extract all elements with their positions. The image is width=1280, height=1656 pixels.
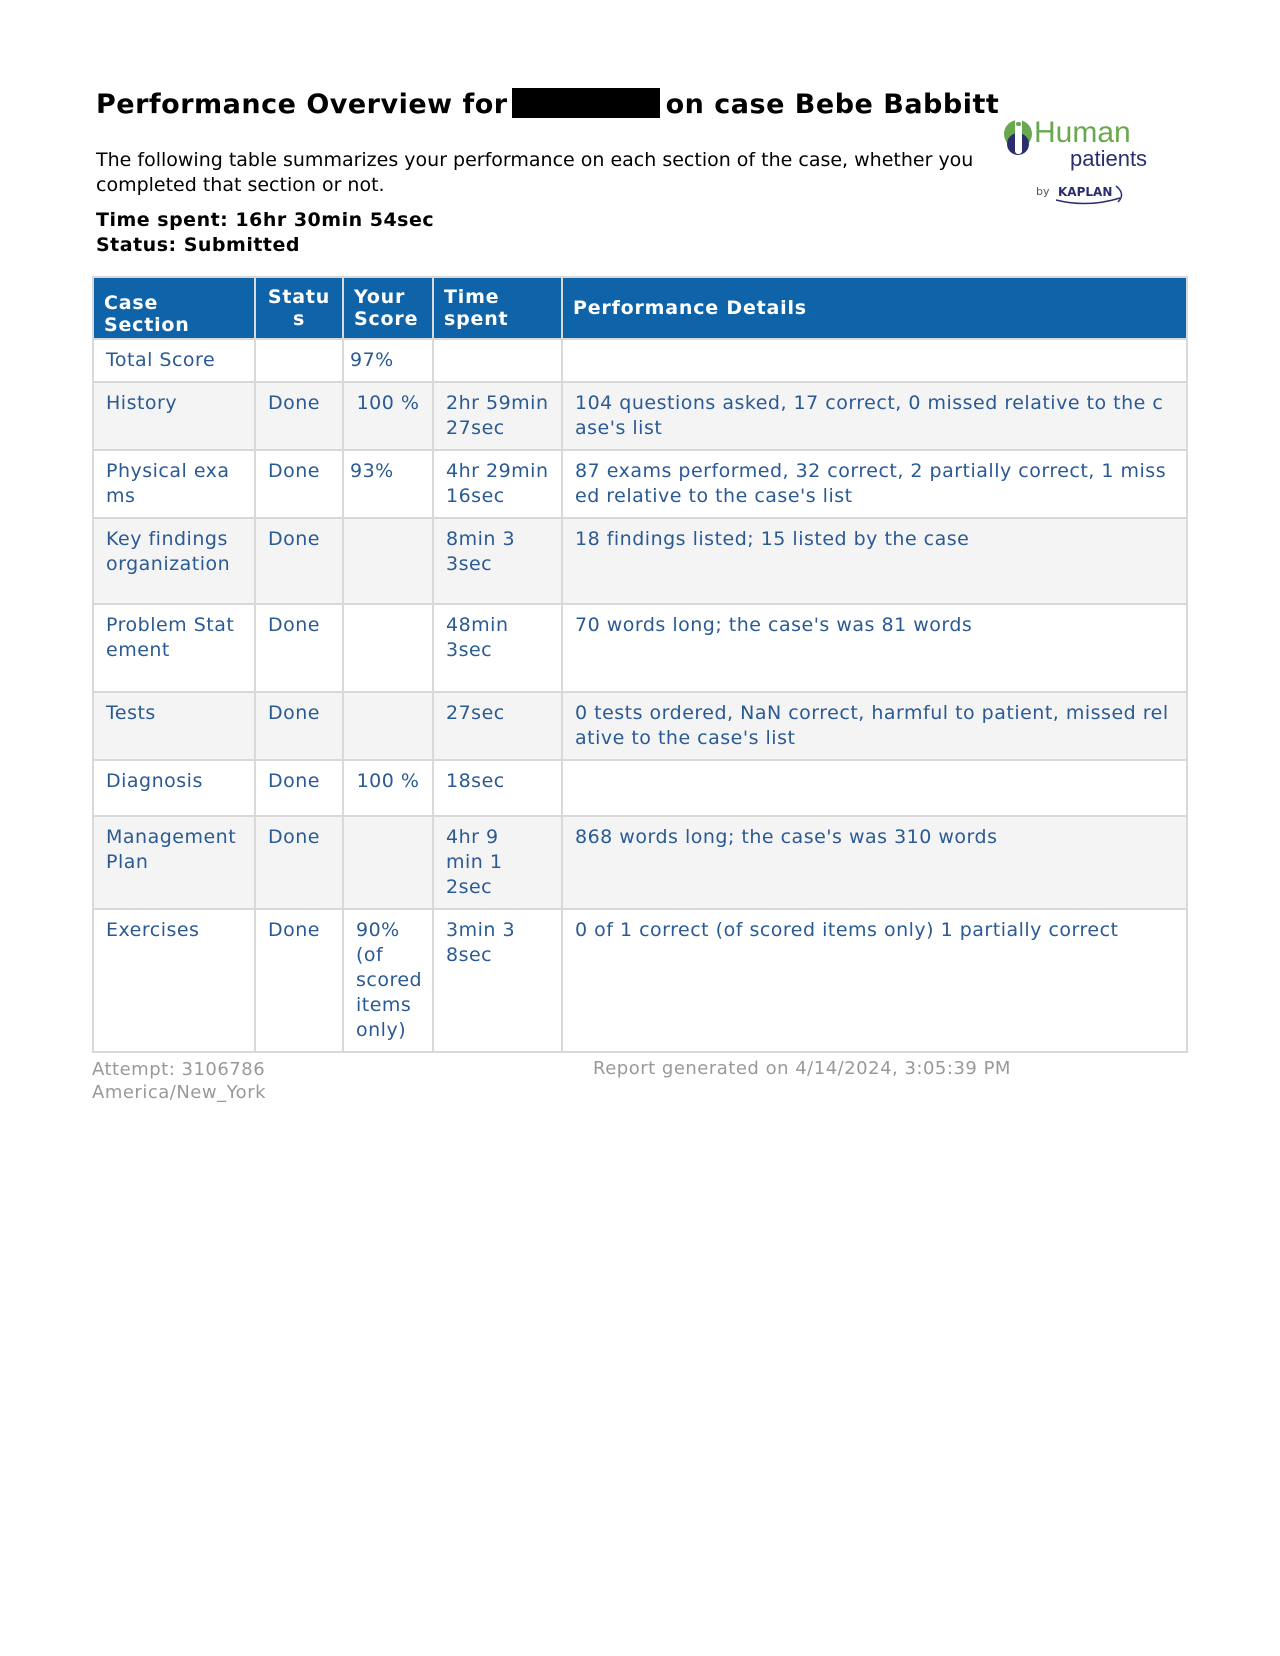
cell-score [343,518,433,604]
cell-details: 70 words long; the case's was 81 words [562,604,1187,692]
cell-score: 100 % [343,760,433,816]
cell-status [255,339,343,382]
footer-attempt [92,1058,266,1104]
intro-text: The following table summarizes your performance on each section of the case, whether you completed that section or not. [96,149,974,196]
cell-status: Done [255,450,343,518]
summary-meta [96,208,434,258]
title-suffix: on case Bebe Babbitt [665,89,1000,120]
cell-details: 18 findings listed; 15 listed by the case [562,518,1187,604]
cell-score: 100 % [343,382,433,450]
table-header-row [93,277,1187,339]
cell-score [343,816,433,909]
col-header-time: Time spent [433,277,562,339]
cell-time: 3min 38sec [433,909,562,1052]
report-generated: Report generated on 4/14/2024, 3:05:39 PM [593,1058,1011,1079]
cell-time [433,339,562,382]
cell-score: 97% [343,339,433,382]
cell-section: Problem Statement [93,604,255,692]
cell-score: 93% [343,450,433,518]
table-row [93,816,1187,909]
cell-status: Done [255,816,343,909]
cell-details: 868 words long; the case's was 310 words [562,816,1187,909]
title-prefix: Performance Overview for [96,89,508,120]
cell-time: 4hr 9min 12sec [433,816,562,909]
cell-time: 4hr 29min 16sec [433,450,562,518]
cell-status: Done [255,760,343,816]
table-row [93,339,1187,382]
cell-score [343,692,433,760]
cell-status: Done [255,382,343,450]
cell-section: Exercises [93,909,255,1052]
cell-status: Done [255,692,343,760]
cell-details: 87 exams performed, 32 correct, 2 partially correct, 1 missed relative to the case's list [562,450,1187,518]
ihuman-patients-logo [998,116,1178,216]
cell-section: Diagnosis [93,760,255,816]
table-row [93,692,1187,760]
cell-score: 90% (of scored items only) [343,909,433,1052]
cell-section: History [93,382,255,450]
performance-table [92,276,1188,1053]
cell-time: 18sec [433,760,562,816]
col-header-details: Performance Details [562,277,1187,339]
cell-time: 27sec [433,692,562,760]
logo-company: KAPLAN [1058,185,1113,199]
cell-section: Physical exams [93,450,255,518]
redacted-name [512,88,660,118]
logo-by: by [1036,185,1050,198]
table-row [93,909,1187,1052]
cell-section: Tests [93,692,255,760]
logo-brand: Human [1034,116,1131,149]
timezone: America/New_York [92,1082,267,1103]
cell-details: 104 questions asked, 17 correct, 0 missed relative to the case's list [562,382,1187,450]
table-row [93,760,1187,816]
page-title [96,88,999,120]
time-spent: Time spent: 16hr 30min 54sec [96,209,435,231]
cell-status: Done [255,518,343,604]
cell-details [562,760,1187,816]
table-row [93,450,1187,518]
table-row [93,604,1187,692]
col-header-score: Your Score [343,277,433,339]
cell-details [562,339,1187,382]
table-row [93,382,1187,450]
table-row [93,518,1187,604]
cell-section: Key findings organization [93,518,255,604]
col-header-section: Case Section [93,277,255,339]
col-header-status: Status [255,277,343,339]
cell-details: 0 tests ordered, NaN correct, harmful to patient, missed relative to the case's list [562,692,1187,760]
logo-sub: patients [1070,146,1148,171]
cell-status: Done [255,604,343,692]
cell-status: Done [255,909,343,1052]
status: Status: Submitted [96,234,300,256]
cell-section: Management Plan [93,816,255,909]
cell-section: Total Score [93,339,255,382]
attempt-id: Attempt: 3106786 [92,1059,266,1080]
cell-time: 48min 3sec [433,604,562,692]
cell-time: 2hr 59min 27sec [433,382,562,450]
cell-score [343,604,433,692]
cell-details: 0 of 1 correct (of scored items only) 1 partially correct [562,909,1187,1052]
cell-time: 8min 33sec [433,518,562,604]
